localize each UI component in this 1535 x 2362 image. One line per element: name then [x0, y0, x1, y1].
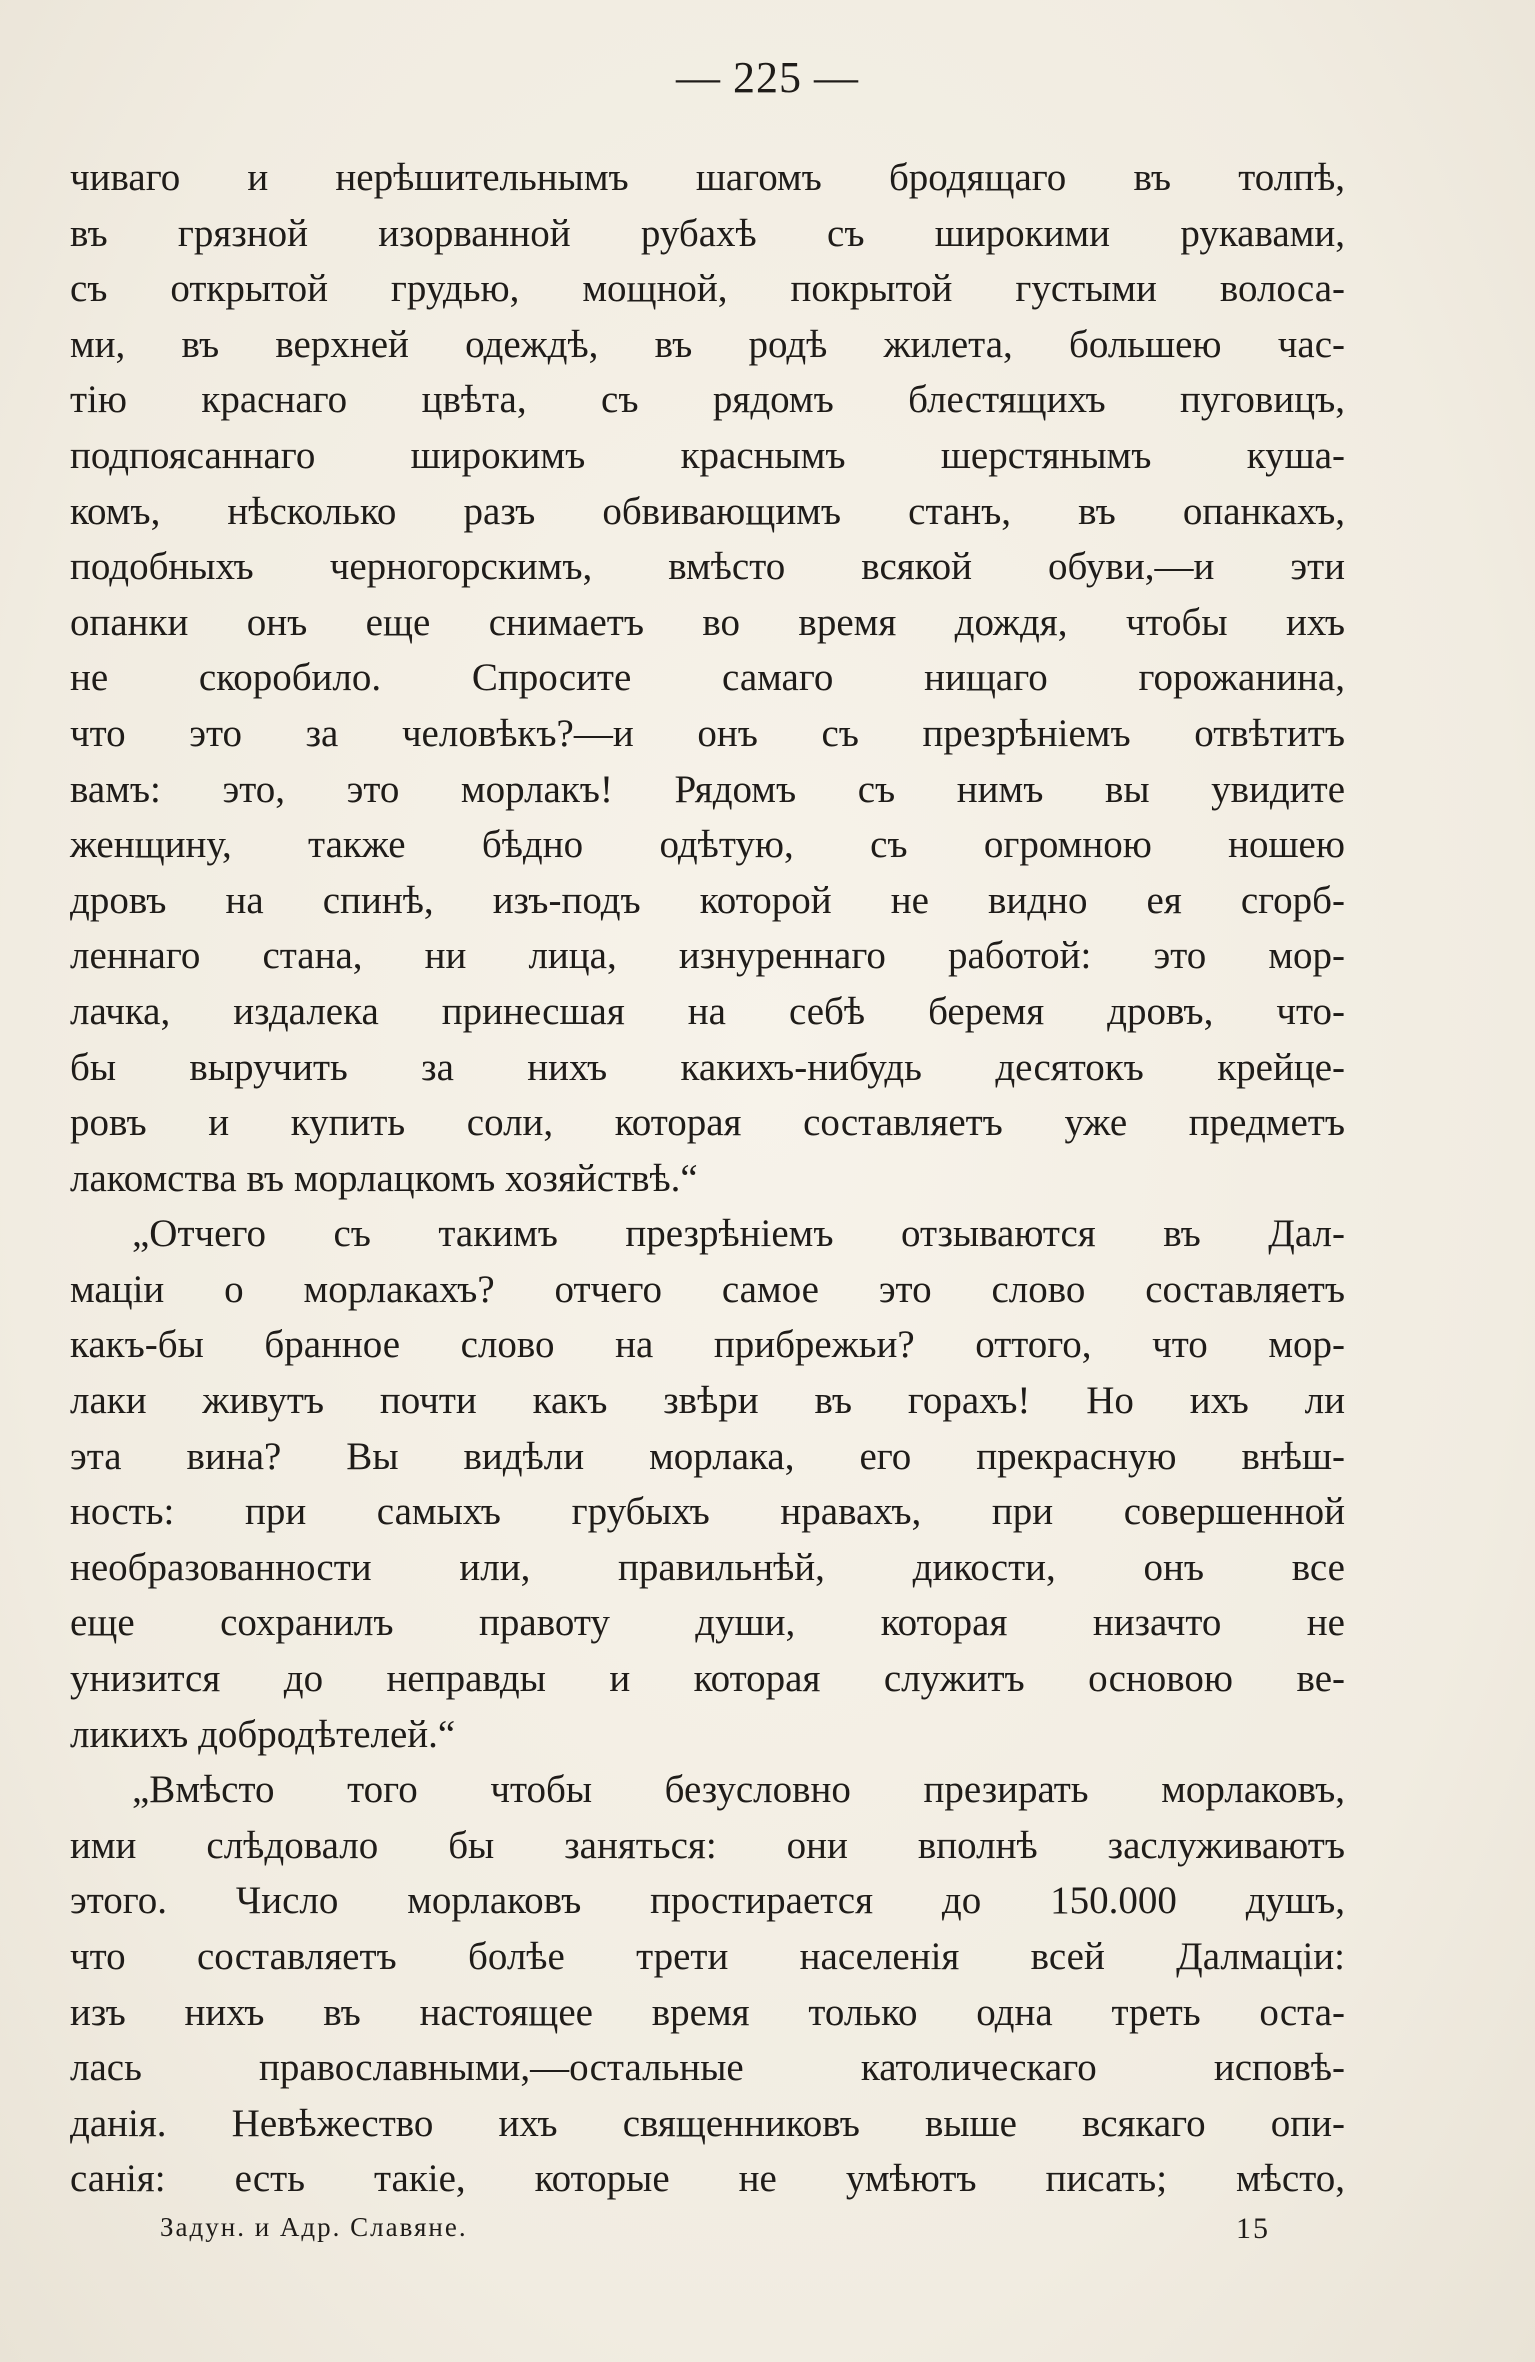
text-line: лась православными,—остальные католическаго исповѣ-	[70, 2046, 1345, 2090]
text-line: тію краснаго цвѣта, съ рядомъ блестящихъ пуговицъ,	[70, 378, 1345, 422]
text-line: чиваго и нерѣшительнымъ шагомъ бродящаго въ толпѣ,	[70, 156, 1345, 199]
text-line: леннаго стана, ни лица, изнуреннаго работой: это мор-	[70, 934, 1345, 978]
text-line: ликихъ добродѣтелей.“	[70, 1712, 456, 1756]
text-line: лакомства въ морлацкомъ хозяйствѣ.“	[70, 1156, 698, 1200]
body-text	[70, 150, 1345, 2207]
text-line: „Вмѣсто того чтобы безусловно презирать морлаковъ,	[132, 1768, 1345, 1812]
text-line: изъ нихъ въ настоящее время только одна треть оста-	[70, 1990, 1345, 2034]
text-line: съ открытой грудью, мощной, покрытой густыми волоса-	[70, 267, 1345, 311]
text-line: какъ-бы бранное слово на прибрежьи? оттого, что мор-	[70, 1323, 1345, 1367]
text-line: бы выручить за нихъ какихъ-нибудь десятокъ крейце-	[70, 1045, 1345, 1089]
text-line: женщину, также бѣдно одѣтую, съ огромною ношею	[70, 823, 1345, 867]
text-line: данія. Невѣжество ихъ священниковъ выше всякаго опи-	[70, 2101, 1345, 2145]
text-line: еще сохранилъ правоту души, которая низачто не	[70, 1601, 1345, 1645]
text-line: ими слѣдовало бы заняться: они вполнѣ заслуживаютъ	[70, 1823, 1345, 1867]
footer-sheet-number: 15	[1236, 2212, 1270, 2245]
text-line: эта вина? Вы видѣли морлака, его прекрасную внѣш-	[70, 1434, 1345, 1478]
text-line: „Отчего съ такимъ презрѣніемъ отзываются въ Дал-	[132, 1212, 1345, 1256]
text-line: ровъ и купить соли, которая составляетъ уже предметъ	[70, 1101, 1345, 1145]
text-line: необразованности или, правильнѣй, дикости, онъ все	[70, 1545, 1345, 1589]
text-line: опанки онъ еще снимаетъ во время дождя, чтобы ихъ	[70, 600, 1345, 644]
text-line: что это за человѣкъ?—и онъ съ презрѣніемъ отвѣтитъ	[70, 711, 1345, 755]
text-line: маціи о морлакахъ? отчего самое это слово составляетъ	[70, 1267, 1345, 1311]
text-line: ность: при самыхъ грубыхъ нравахъ, при совершенной	[70, 1490, 1345, 1534]
text-line: въ грязной изорванной рубахѣ съ широкими рукавами,	[70, 211, 1345, 255]
text-line: дровъ на спинѣ, изъ-подъ которой не видно ея сгорб-	[70, 878, 1345, 922]
page-number: — 225 —	[676, 53, 859, 102]
text-line: подпоясаннаго широкимъ краснымъ шерстянымъ куша-	[70, 433, 1345, 477]
text-line: унизится до неправды и которая служитъ основою ве-	[70, 1657, 1345, 1701]
text-line: лачка, издалека принесшая на себѣ беремя дровъ, что-	[70, 989, 1345, 1033]
text-line: не скоробило. Спросите самаго нищаго горожанина,	[70, 656, 1345, 700]
text-line: этого. Число морлаковъ простирается до 150.000 душъ,	[70, 1879, 1345, 1923]
text-line: что составляетъ болѣе трети населенія всей Далмаціи:	[70, 1935, 1345, 1978]
text-line: санія: есть такіе, которые не умѣютъ писать; мѣсто,	[70, 2157, 1345, 2201]
text-line: ми, въ верхней одеждѣ, въ родѣ жилета, большею час-	[70, 322, 1345, 366]
page-footer	[160, 2212, 1270, 2252]
text-line: комъ, нѣсколько разъ обвивающимъ станъ, въ опанкахъ,	[70, 489, 1345, 533]
footer-signature: Задун. и Адр. Славяне.	[160, 2212, 468, 2242]
text-line: вамъ: это, это морлакъ! Рядомъ съ нимъ вы увидите	[70, 767, 1345, 811]
text-line: лаки живутъ почти какъ звѣри въ горахъ! Но ихъ ли	[70, 1379, 1345, 1423]
text-line: подобныхъ черногорскимъ, вмѣсто всякой обуви,—и эти	[70, 545, 1345, 589]
